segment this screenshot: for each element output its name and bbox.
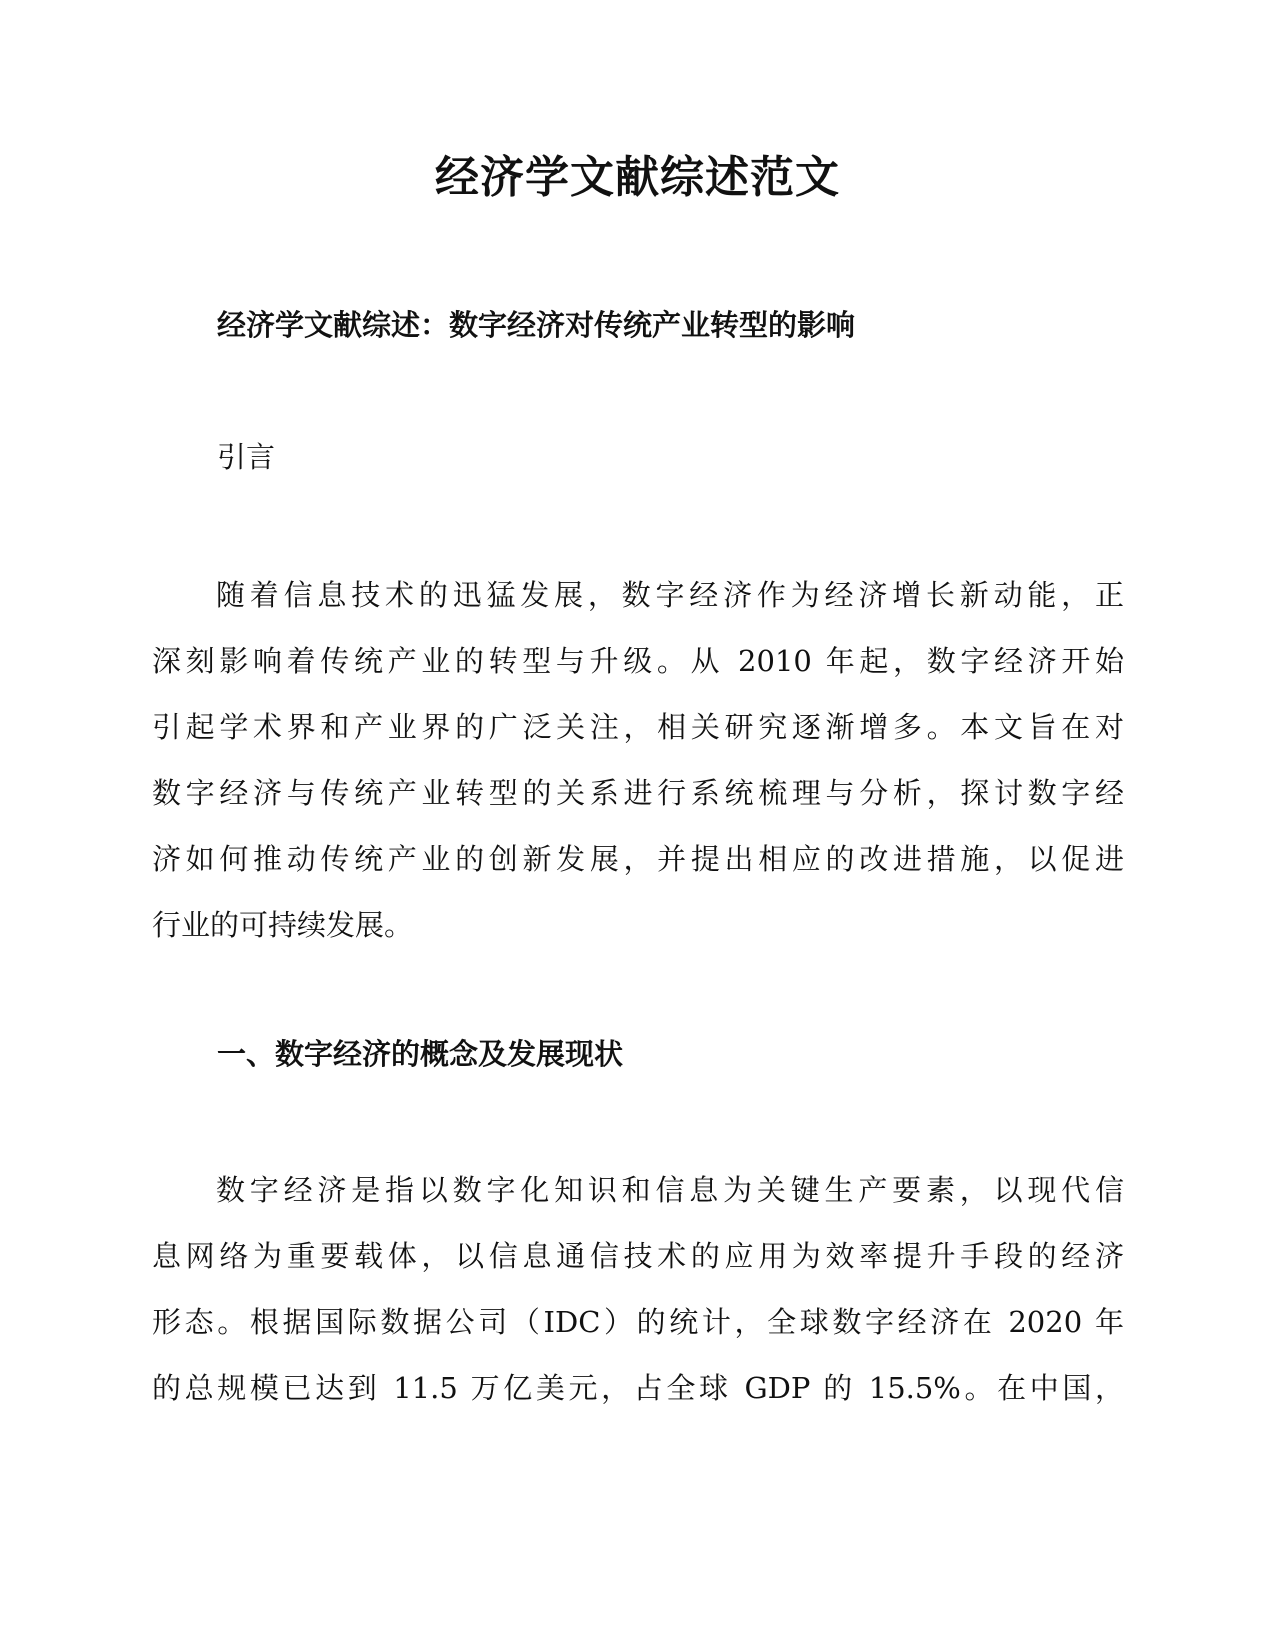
paragraph-line: 形态。根据国际数据公司（IDC）的统计，全球数字经济在 2020 年 (152, 1305, 1124, 1339)
paragraph-line: 数字经济与传统产业转型的关系进行系统梳理与分析，探讨数字经 (152, 776, 1124, 810)
paragraph-line: 数字经济是指以数字化知识和信息为关键生产要素，以现代信 (216, 1173, 1124, 1207)
document-title: 经济学文献综述范文 (435, 152, 840, 203)
paragraph-line: 深刻影响着传统产业的转型与升级。从 2010 年起，数字经济开始 (152, 644, 1124, 678)
paragraph-line: 行业的可持续发展。 (152, 908, 414, 942)
document-subtitle: 经济学文献综述：数字经济对传统产业转型的影响 (217, 308, 856, 342)
paragraph-line: 的总规模已达到 11.5 万亿美元，占全球 GDP 的 15.5%。在中国， (152, 1371, 1124, 1405)
intro-paragraph (152, 562, 1124, 958)
paragraph-line: 息网络为重要载体，以信息通信技术的应用为效率提升手段的经济 (152, 1239, 1124, 1273)
paragraph-line: 随着信息技术的迅猛发展，数字经济作为经济增长新动能，正 (216, 578, 1124, 612)
section-1-paragraph (152, 1157, 1124, 1421)
intro-heading: 引言 (217, 440, 276, 474)
paragraph-line: 引起学术界和产业界的广泛关注，相关研究逐渐增多。本文旨在对 (152, 710, 1124, 744)
paragraph-line: 济如何推动传统产业的创新发展，并提出相应的改进措施，以促进 (152, 842, 1124, 876)
section-1-heading: 一、数字经济的概念及发展现状 (217, 1037, 624, 1071)
